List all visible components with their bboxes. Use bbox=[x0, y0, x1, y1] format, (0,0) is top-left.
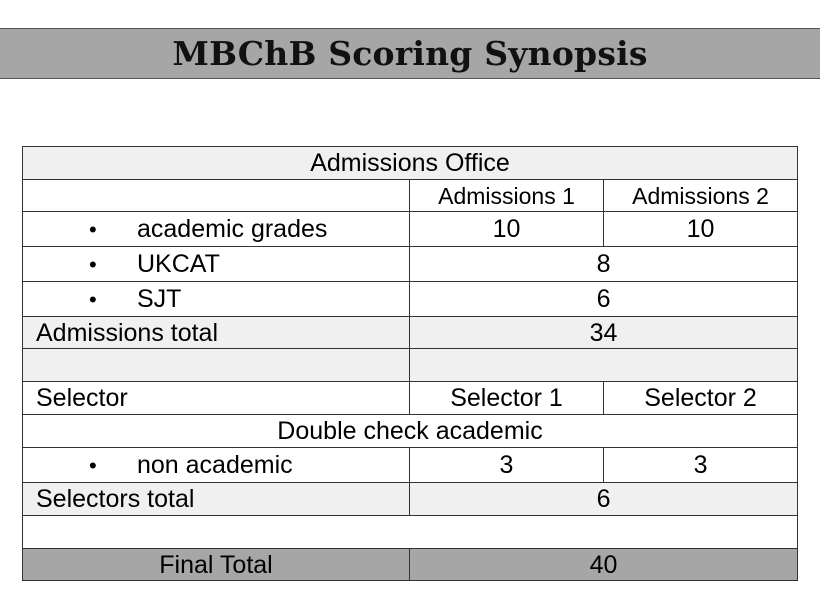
double-check-row bbox=[23, 415, 798, 448]
bullet-icon: • bbox=[89, 216, 97, 242]
final-total-row bbox=[23, 549, 798, 581]
sjt-row bbox=[23, 282, 798, 317]
selector-1-header: Selector 1 bbox=[410, 382, 604, 415]
empty-cell bbox=[23, 516, 798, 549]
selectors-total-row bbox=[23, 483, 798, 516]
title-banner bbox=[0, 28, 820, 79]
bullet-icon: • bbox=[89, 251, 97, 277]
selector-label: Selector bbox=[23, 382, 410, 415]
sjt-label: SJT bbox=[137, 284, 182, 313]
empty-cell bbox=[23, 180, 410, 212]
scoring-table bbox=[22, 146, 798, 581]
academic-grades-admissions-1: 10 bbox=[410, 212, 604, 247]
admissions-2-header: Admissions 2 bbox=[604, 180, 798, 212]
selector-columns-row bbox=[23, 382, 798, 415]
spacer-row bbox=[23, 349, 798, 382]
final-total-value: 40 bbox=[410, 549, 798, 581]
admissions-total-row bbox=[23, 317, 798, 349]
academic-grades-label-cell bbox=[23, 212, 410, 247]
academic-grades-label: academic grades bbox=[137, 214, 328, 243]
final-total-label: Final Total bbox=[23, 549, 410, 581]
page-title: MBChB Scoring Synopsis bbox=[172, 34, 648, 73]
selectors-total-value: 6 bbox=[410, 483, 798, 516]
double-check-academic: Double check academic bbox=[23, 415, 798, 448]
non-academic-label-cell bbox=[23, 448, 410, 483]
sjt-label-cell bbox=[23, 282, 410, 317]
ukcat-label-cell bbox=[23, 247, 410, 282]
selectors-total-label: Selectors total bbox=[23, 483, 410, 516]
sjt-value: 6 bbox=[410, 282, 798, 317]
non-academic-selector-2: 3 bbox=[604, 448, 798, 483]
ukcat-value: 8 bbox=[410, 247, 798, 282]
bullet-icon: • bbox=[89, 286, 97, 312]
academic-grades-admissions-2: 10 bbox=[604, 212, 798, 247]
admissions-total-value: 34 bbox=[410, 317, 798, 349]
non-academic-row bbox=[23, 448, 798, 483]
admissions-office-heading: Admissions Office bbox=[23, 147, 798, 180]
ukcat-label: UKCAT bbox=[137, 249, 220, 278]
empty-cell bbox=[410, 349, 798, 382]
academic-grades-row bbox=[23, 212, 798, 247]
empty-cell bbox=[23, 349, 410, 382]
admissions-office-header-row bbox=[23, 147, 798, 180]
blank-row bbox=[23, 516, 798, 549]
admissions-total-label: Admissions total bbox=[23, 317, 410, 349]
bullet-icon: • bbox=[89, 452, 97, 478]
admissions-1-header: Admissions 1 bbox=[410, 180, 604, 212]
selector-2-header: Selector 2 bbox=[604, 382, 798, 415]
ukcat-row bbox=[23, 247, 798, 282]
admissions-columns-row bbox=[23, 180, 798, 212]
non-academic-selector-1: 3 bbox=[410, 448, 604, 483]
non-academic-label: non academic bbox=[137, 450, 293, 479]
